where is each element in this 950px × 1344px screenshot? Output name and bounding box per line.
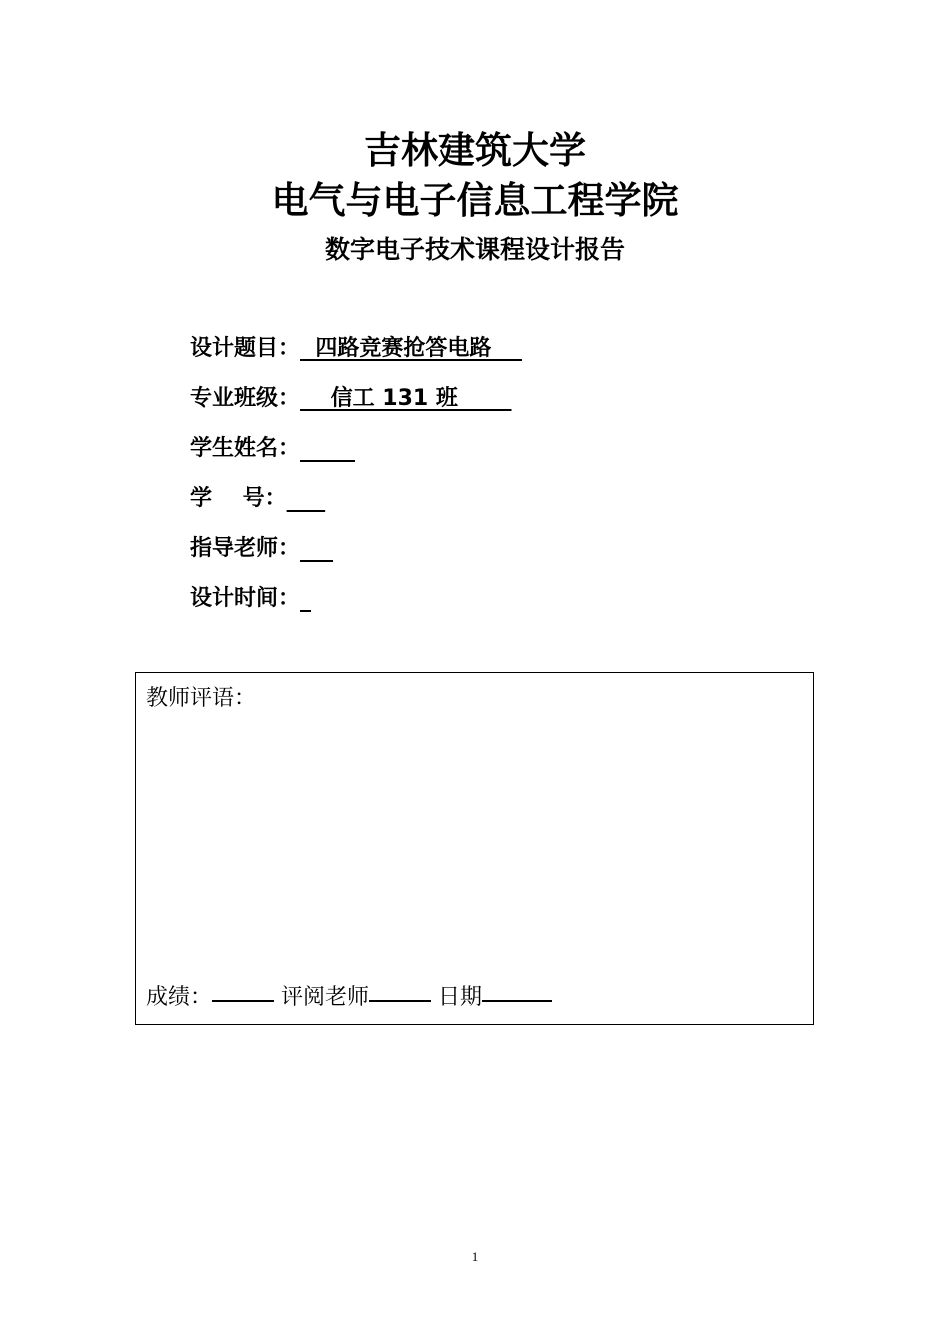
grade-label: 成绩：: [146, 985, 213, 1010]
major-class-row: [190, 380, 790, 430]
topic-label: 设计题目：: [190, 336, 301, 361]
topic-row: [190, 330, 790, 380]
student-name-label: 学生姓名：: [190, 436, 301, 461]
date-blank: [482, 1000, 552, 1002]
college-title: 电气与电子信息工程学院: [271, 179, 679, 222]
university-title: 吉林建筑大学: [364, 129, 586, 172]
major-class-label: 专业班级：: [190, 386, 301, 411]
report-info-list: [190, 330, 790, 630]
student-id-value: [287, 480, 326, 518]
teacher-comment-box: [135, 672, 814, 1025]
design-time-value: [300, 580, 311, 618]
student-id-row: [190, 480, 790, 530]
topic-value: 四路竞赛抢答电路: [300, 336, 522, 361]
advisor-value: [300, 530, 333, 568]
advisor-label: 指导老师：: [190, 536, 301, 561]
student-name-value: [300, 430, 355, 468]
reviewer-blank: [369, 1000, 431, 1002]
teacher-comment-label: 教师评语：: [146, 686, 257, 711]
design-time-row: [190, 580, 790, 630]
major-class-value: 信工 131 班: [300, 386, 512, 411]
reviewer-label: 评阅老师: [274, 985, 370, 1010]
page-number: 1: [471, 1249, 479, 1264]
student-name-row: [190, 430, 790, 480]
student-id-label: 学 号：: [190, 486, 287, 511]
report-title: 数字电子技术课程设计报告: [324, 235, 625, 264]
grade-line: [146, 981, 552, 1015]
grade-blank: [212, 1000, 274, 1002]
design-time-label: 设计时间：: [190, 586, 301, 611]
date-label: 日期: [431, 985, 483, 1010]
advisor-row: [190, 530, 790, 580]
